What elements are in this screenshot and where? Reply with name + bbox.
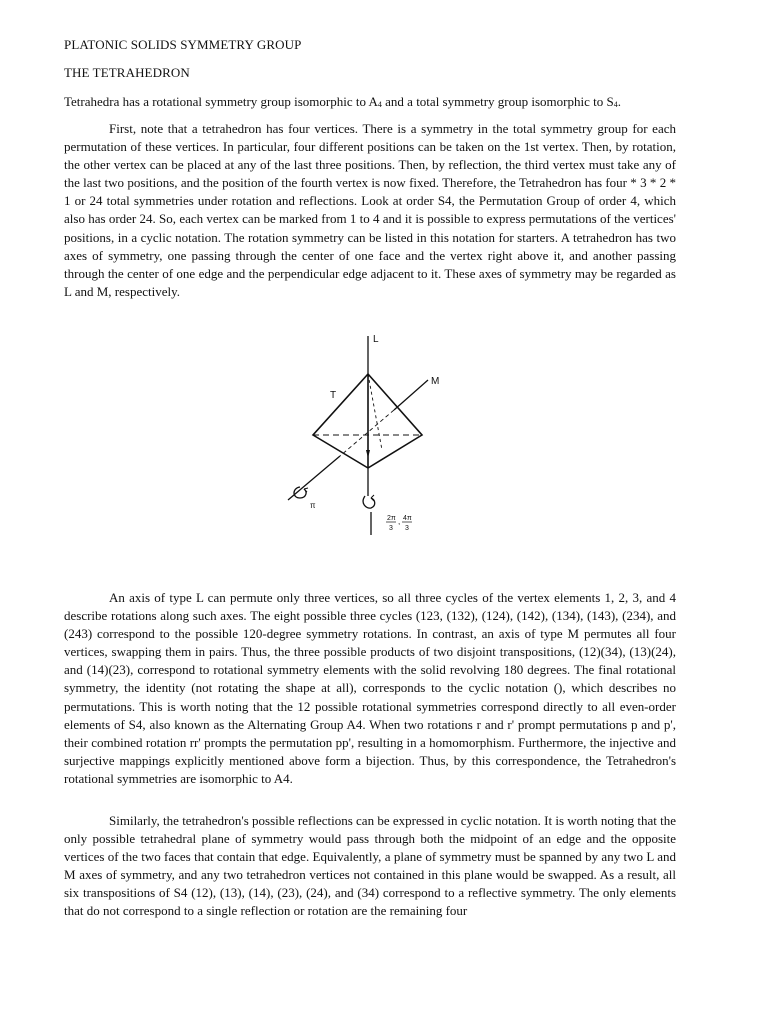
tetrahedron-diagram — [270, 328, 470, 543]
body-paragraph-vertices: First, note that a tetrahedron has four vertices. There is a symmetry in the total symmetry group for each permutation of these vertices. In particular, four different positions can be taken on the 1st vertex. Then, by rotation, the other vertex can be placed at any of the last three positions. Then, by reflection, the third vertex must take any of the last two positions, and the position of the fourth vertex is now fixed. Therefore, the Tetrahedron has four * 3 * 2 * 1 or 24 total symmetries under rotation and reflections. Look at order S4, the Permutation Group of order 4, which also has order 24. So, each vertex can be marked from 1 to 4 and it is possible to express permutations of the vertices' positions, in a cyclic notation. The rotation symmetry can be listed in this notation for starters. A tetrahedron has two axes of symmetry, one passing through the center of one face and the vertex right above it, and another passing through the center of one edge and the perpendicular edge adjacent to it. These axes of symmetry may be regarded as L and M, respectively. — [64, 121, 676, 299]
intro-a-subscript: 4 — [377, 100, 382, 109]
label-pi: π — [310, 501, 316, 510]
axis-m-lower — [288, 456, 340, 500]
axis-m-hidden — [340, 410, 394, 456]
rotation-arrow-l — [363, 496, 375, 508]
angle-separator: , — [398, 517, 401, 526]
body-paragraph-rotations: An axis of type L can permute only three vertices, so all three cycles of the vertex elements 1, 2, 3, and 4 describe rotations along such axes. The eight possible three cycles (123, (132), (124), (142), (134), (143), (234), and (243) correspond to the possible 120-degree symmetry rotations. In contrast, an axis of type M permutes all four vertices, swapping them in pairs. Thus, the three possible products of two disjoint transpositions, (12)(34), (13)(24), and (14)(23), correspond to rotational symmetry elements with the solid revolving 180 degrees. The final rotational symmetry, the identity (not rotating the shape at all), corresponds to the cyclic notation (), which describes no permutations. This is worth noting that the 12 possible rotational symmetries correspond directly to all even-order elements of S4, also known as the Alternating Group A4. When two rotations r and r' prompt permutations p and p', their combined rotation rr' prompts the permutation pp', resulting in a homomorphism. Furthermore, the injective and surjective mappings explicitly mentioned above form a bijection. Thus, by this correspondence, the Tetrahedron's rotational symmetries are isomorphic to A4. — [64, 590, 676, 786]
angle-2-numerator: 4π — [403, 515, 412, 522]
intro-text-a: Tetrahedra has a rotational symmetry group isomorphic to A — [64, 94, 378, 109]
label-m: M — [431, 376, 440, 387]
angle-2-denominator: 3 — [405, 525, 409, 532]
axis-l-arrowhead — [366, 450, 370, 458]
document-title: PLATONIC SOLIDS SYMMETRY GROUP — [64, 37, 302, 52]
tetrahedron-figure — [270, 328, 470, 543]
section-heading: THE TETRAHEDRON — [64, 65, 190, 80]
label-l: L — [373, 334, 379, 345]
intro-paragraph — [64, 93, 676, 114]
intro-text-middle: and a total symmetry group isomorphic to S — [381, 94, 614, 109]
angle-1-numerator: 2π — [387, 515, 396, 522]
intro-text-end: . — [617, 94, 621, 109]
intro-s-subscript: 4 — [613, 100, 618, 109]
tetrahedron-hidden-edge — [368, 374, 382, 450]
body-paragraph-reflections: Similarly, the tetrahedron's possible reflections can be expressed in cyclic notation. It is worth noting that the only possible tetrahedral plane of symmetry would pass through both the midpoint of an edge and the opposite vertices of the two faces that contain that edge. Equivalently, a plane of symmetry must be spanned by any two L and M axes of symmetry, and any two tetrahedron vertices not contained in this plane would be swapped. As a result, all six transpositions of S4 (12), (13), (14), (23), (24), and (34) correspond to a reflective symmetry. The only elements that do not correspond to a single reflection or rotation are the remaining four — [64, 813, 676, 919]
label-t: T — [330, 390, 337, 401]
axis-m-upper — [394, 380, 428, 410]
angle-1-denominator: 3 — [389, 525, 393, 532]
